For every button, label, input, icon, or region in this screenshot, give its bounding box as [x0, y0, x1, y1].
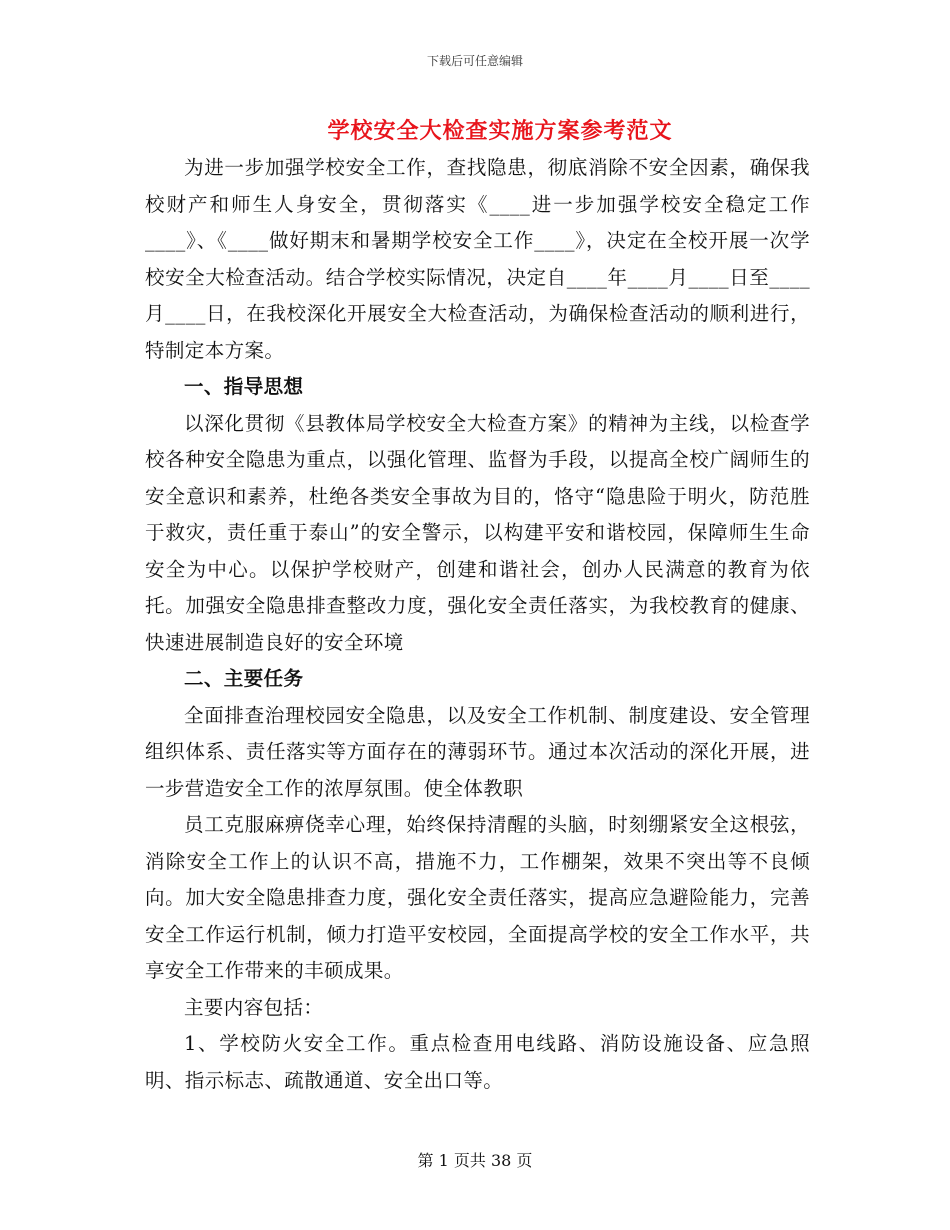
page-number: 第 1 页共 38 页	[417, 1151, 533, 1170]
intro-paragraph: 为进一步加强学校安全工作，查找隐患，彻底消除不安全因素，确保我校财产和师生人身安全，贯彻落实《____进一步加强学校安全稳定工作____》、《____做好期末和暑期学校安全工作____》，决定在全校开展一次学校安全大检查活动。结合学校实际情况，决定自____年____月____日至____月____日，在我校深化开展安全大检查活动，为确保检查活动的顺利进行，特制定本方案。	[145, 156, 810, 362]
header-note: 下载后可任意编辑	[426, 54, 523, 68]
main-tasks-paragraph-continued: 员工克服麻痹侥幸心理，始终保持清醒的头脑，时刻绷紧安全这根弦，消除安全工作上的认识不高，措施不力，工作棚架，效果不突出等不良倾向。加大安全隐患排查力度，强化安全责任落实，提高应急避险能力，完善安全工作运行机制，倾力打造平安校园，全面提高学校的安全工作水平，共享安全工作带来的丰硕成果。	[145, 813, 810, 982]
main-contents-intro: 主要内容包括：	[184, 995, 324, 1019]
document-body	[145, 150, 810, 1099]
guiding-ideology-paragraph: 以深化贯彻《县教体局学校安全大检查方案》的精神为主线，以检查学校各种安全隐患为重点，以强化管理、监督为手段，以提高全校广阔师生的安全意识和素养，杜绝各类安全事故为目的，恪守“隐患险于明火，防范胜于救灾，责任重于泰山”的安全警示，以构建平安和谐校园，保障师生生命安全为中心。以保护学校财产，创建和谐社会，创办人民满意的教育为依托。加强安全隐患排查整改力度，强化安全责任落实，为我校教育的健康、快速进展制造良好的安全环境	[145, 411, 810, 654]
content-item-fire-safety: 1、学校防火安全工作。重点检查用电线路、消防设施设备、应急照明、指示标志、疏散通道、安全出口等。	[145, 1032, 810, 1092]
main-tasks-paragraph: 全面排查治理校园安全隐患，以及安全工作机制、制度建设、安全管理组织体系、责任落实等方面存在的薄弱环节。通过本次活动的深化开展，进一步营造安全工作的浓厚氛围。使全体教职	[145, 703, 810, 800]
section-heading-guiding-ideology: 一、指导思想	[184, 375, 304, 398]
section-heading-main-tasks: 二、主要任务	[184, 667, 304, 690]
document-title: 学校安全大检查实施方案参考范文	[327, 118, 673, 144]
